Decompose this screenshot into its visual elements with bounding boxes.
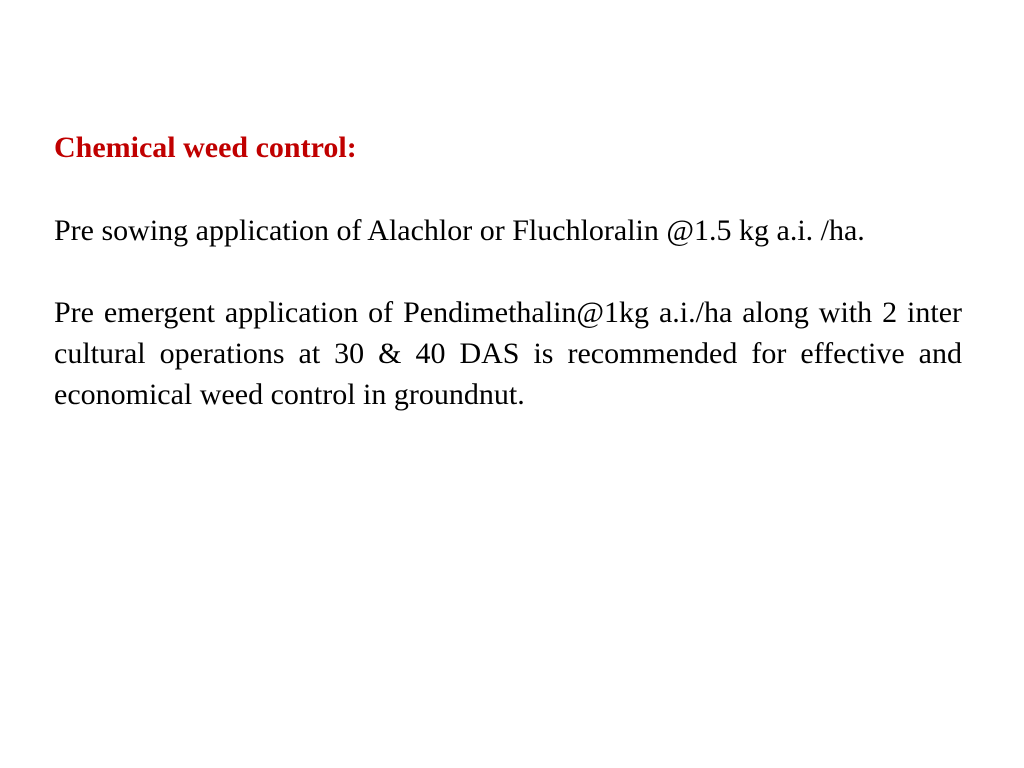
section-heading: Chemical weed control: [54, 131, 357, 164]
paragraph-pre-sowing: Pre sowing application of Alachlor or Fluchloralin @1.5 kg a.i. /ha. [54, 214, 865, 247]
paragraph-pre-emergent: Pre emergent application of Pendimethalin@1kg a.i./ha along with 2 inter cultural operations at 30 & 40 DAS is recommended for effective and economical weed control in groundnut. [54, 296, 962, 411]
slide-content [54, 128, 962, 415]
